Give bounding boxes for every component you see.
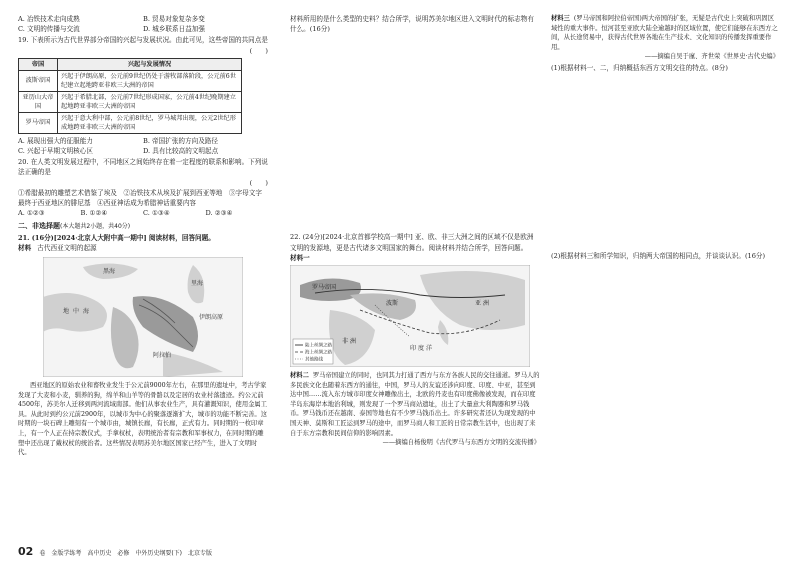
section-title: 二、非选择题(本大题共2小题，共40分) — [18, 222, 131, 231]
column-left — [18, 14, 268, 458]
material-source: ——摘编自吴于廑、齐世荣《世界史·古代史编》 — [644, 53, 779, 61]
material-three — [551, 14, 779, 52]
table-row — [19, 70, 242, 91]
q20-option-b: B. ①②④ — [80, 209, 108, 218]
map-label: 海 — [83, 308, 90, 316]
map-label: 洲 — [483, 300, 490, 308]
map-label: 非 — [342, 338, 349, 346]
map-label: 地 — [63, 308, 70, 316]
table-cell-name: 亚历山大帝国 — [19, 91, 58, 112]
q18-options-row1 — [18, 14, 268, 24]
material-text: (罗马帝国和阿拉伯帝国)两大帝国的扩张，无疑是古代史上突破和巩固区域性的重大事件。恒河甚至亚欧大陆全逾越时的区域位置，使它们能够在东西方之间，从长途贸易中，获得古代世界各地在生产技术、文化知识的传播发挥重要作用。 — [551, 15, 778, 51]
material-label: 材料 — [18, 243, 32, 252]
map-label: 度 — [418, 345, 425, 353]
material-header — [18, 243, 268, 253]
answer-space — [551, 73, 779, 251]
q20-items: ①希腊最初的雕塑艺术借鉴了埃及 ②冶铁技术从埃及扩展到西亚等地 ③字母文字最终于西亚地区的腓尼基 ④西亚神话成为希腊神话重要内容 — [18, 188, 262, 208]
q20-options — [18, 208, 268, 218]
table-cell-text: 兴起于希腊北部，公元前7世纪形成国家，公元前4世纪晚期建立起地跨亚非欧三大洲的帝国 — [58, 91, 242, 112]
material-title: 古代西亚文明的起源 — [37, 243, 97, 252]
map-label: 洋 — [426, 345, 433, 353]
map-label: 阿拉伯 — [153, 352, 172, 360]
map-label: 罗马帝国 — [312, 284, 337, 292]
material-text: 西亚地区的原始农业和畜牧业发生于公元前9000年左右，在那里的遗址中，考古学家发现了大麦和小麦，驯养的狗，绵羊和山羊等的骨骼以及定居的农业村落遗迹。约公元前4500年，苏美尔人迁移到两河流域南部。他们从事农业生产，具有灌溉知识，使用金属工具。从此时到约公元前2900年，以城市为中心的聚落逐渐扩大，城市的功能不断完善。这时期的一块石碑上雕刻有一个城市由，城镇长廊，有长廊，正式有力。同时期的一枚印章上，有一个人正在持宗教仪式，手拿权杖，表明统治者有宗教和军事权力，在同时期的雕塑中还出现了戴权杖的统治者。这些情况表明苏美尔地区国家已经产生，进入了文明时代。 — [18, 382, 268, 457]
table-header-empire: 帝国 — [19, 58, 58, 70]
q19-bracket: ( ) — [249, 46, 268, 55]
q21-continuation: 材料所用的是什么类型的史料？结合所学，说明苏美尔地区进入文明时代的标志物有什么。(16分) — [290, 15, 534, 34]
map-legend — [293, 339, 333, 364]
question-1: (1)根据材料一、二，归纳概括东西方文明交往的特点。(8分) — [551, 63, 728, 72]
material-label: 材料二 — [290, 372, 309, 380]
q18-options-row2 — [18, 24, 268, 34]
column-middle — [290, 14, 540, 448]
map-label: 亚 — [475, 300, 482, 308]
map-label: 黑海 — [103, 268, 116, 276]
empire-table — [18, 58, 242, 134]
q19-option-a: A. 展现出强大的征服能力 — [18, 136, 93, 145]
q18-option-b: B. 贸易对象复杂多变 — [143, 15, 205, 23]
answer-space — [290, 34, 540, 232]
q20-option-d: D. ②③④ — [205, 209, 233, 218]
q19-option-b: B. 帝国扩张的方向及路径 — [143, 136, 218, 145]
table-header-development: 兴起与发展情况 — [58, 58, 242, 70]
table-cell-name: 罗马帝国 — [19, 112, 58, 133]
q19-option-d: D. 具有比较高的文明起点 — [143, 147, 219, 156]
legend-item: 海上丝绸之路 — [305, 350, 332, 356]
legend-item: 其他路线 — [305, 357, 323, 363]
map-label: 洲 — [350, 338, 357, 346]
q19-options-row1 — [18, 136, 268, 146]
q21-stem: 21. (16分)[2024·北京人大附中高一期中] 阅读材料，回答问题。 — [18, 233, 215, 242]
q19-options-row2 — [18, 146, 268, 156]
map-label: 里海 — [191, 280, 204, 288]
q18-option-a: A. 冶铁技术走向成熟 — [18, 15, 80, 23]
material-one-header — [290, 253, 540, 263]
q19-stem: 19. 下表所示为古代世界部分帝国的兴起与发展状况。由此可见，这些帝国的共同点是 ( ) — [18, 36, 268, 55]
page-footer — [18, 545, 212, 558]
material-label: 材料三 — [551, 15, 570, 22]
q20-option-c: C. ①③④ — [143, 209, 170, 218]
q20-option-a: A. ①②③ — [18, 209, 45, 218]
material-two — [290, 371, 540, 438]
map-label: 波斯 — [386, 300, 399, 308]
map-label: 印 — [410, 345, 417, 353]
west-asia-map — [43, 257, 243, 377]
q22-stem: 22. (24分)[2024·北京首都学校高一期中] 亚、欧、非三大洲之间的区域不仅是欧洲文明的发源地，更是古代诸多文明国家的舞台。阅读材料并结合所学，回答问题。 — [290, 233, 534, 252]
column-right — [551, 14, 779, 261]
trade-routes-map — [290, 265, 530, 367]
q18-option-d: D. 城乡联系日益加强 — [143, 25, 205, 34]
q20-stem: 20. 在人类文明发展过程中，不同地区之间始终存在着一定程度的联系和影响。下列说法正确的是 ( ) — [18, 158, 268, 187]
material-label: 材料一 — [290, 253, 310, 262]
legend-item: 陆上丝绸之路 — [305, 343, 332, 349]
q19-option-c: C. 兴起于早期文明核心区 — [18, 147, 93, 156]
table-cell-name: 波斯帝国 — [19, 70, 58, 91]
footer-info: 卷 金版学练考 高中历史 必修 中外历史纲要(下) 北京专版 — [39, 550, 212, 557]
material-text: 罗马帝国建立的同时，也同其力打通了西方与东方各族人民的交往通道。罗马人的多民族文化也随着东西方的通往，中国，罗马人的友谊还涉向印度、印度、中亚，甚至到达中国……流入东方城市印度女神雕像出土，北欧的丹麦也有印度佛像被发现，而在印度半岛东海岸本地治利城，则发现了一个罗马商站遗址，出土了大量意大利陶器和罗马钱币。罗马钱币还在越南、泰国等地也有不少罗马钱币出土。许多研究者还认为现发现的中国天神、莫斯和工匠运到罗马的途中，而罗马商人和工匠的日常宗教生活中，也出现了来自于东方宗教和民间信仰的影响因素。 — [290, 372, 540, 437]
q20-bracket: ( ) — [249, 178, 268, 187]
table-row — [19, 112, 242, 133]
table-cell-text: 兴起于意大利中部，公元前8世纪，罗马城邦出现，公元2世纪形成地跨亚非欧三大洲的帝国 — [58, 112, 242, 133]
table-row — [19, 91, 242, 112]
q18-option-c: C. 文明的传播与交流 — [18, 25, 80, 34]
table-cell-text: 兴起于伊朗高原，公元前9世纪仍处于游牧部落阶段，公元前6世纪建立起地跨亚非欧三大洲的帝国 — [58, 70, 242, 91]
map-label: 伊朗高原 — [199, 314, 224, 322]
page-number: 02 — [18, 545, 34, 558]
map-label: 中 — [73, 308, 80, 316]
material-source: ——摘编自杨俊明《古代罗马与东西方文明的交流传播》 — [382, 439, 540, 447]
question-2: (2)根据材料三和所学知识，归纳两大帝国的相同点，并谈谈认识。(16分) — [551, 251, 766, 260]
